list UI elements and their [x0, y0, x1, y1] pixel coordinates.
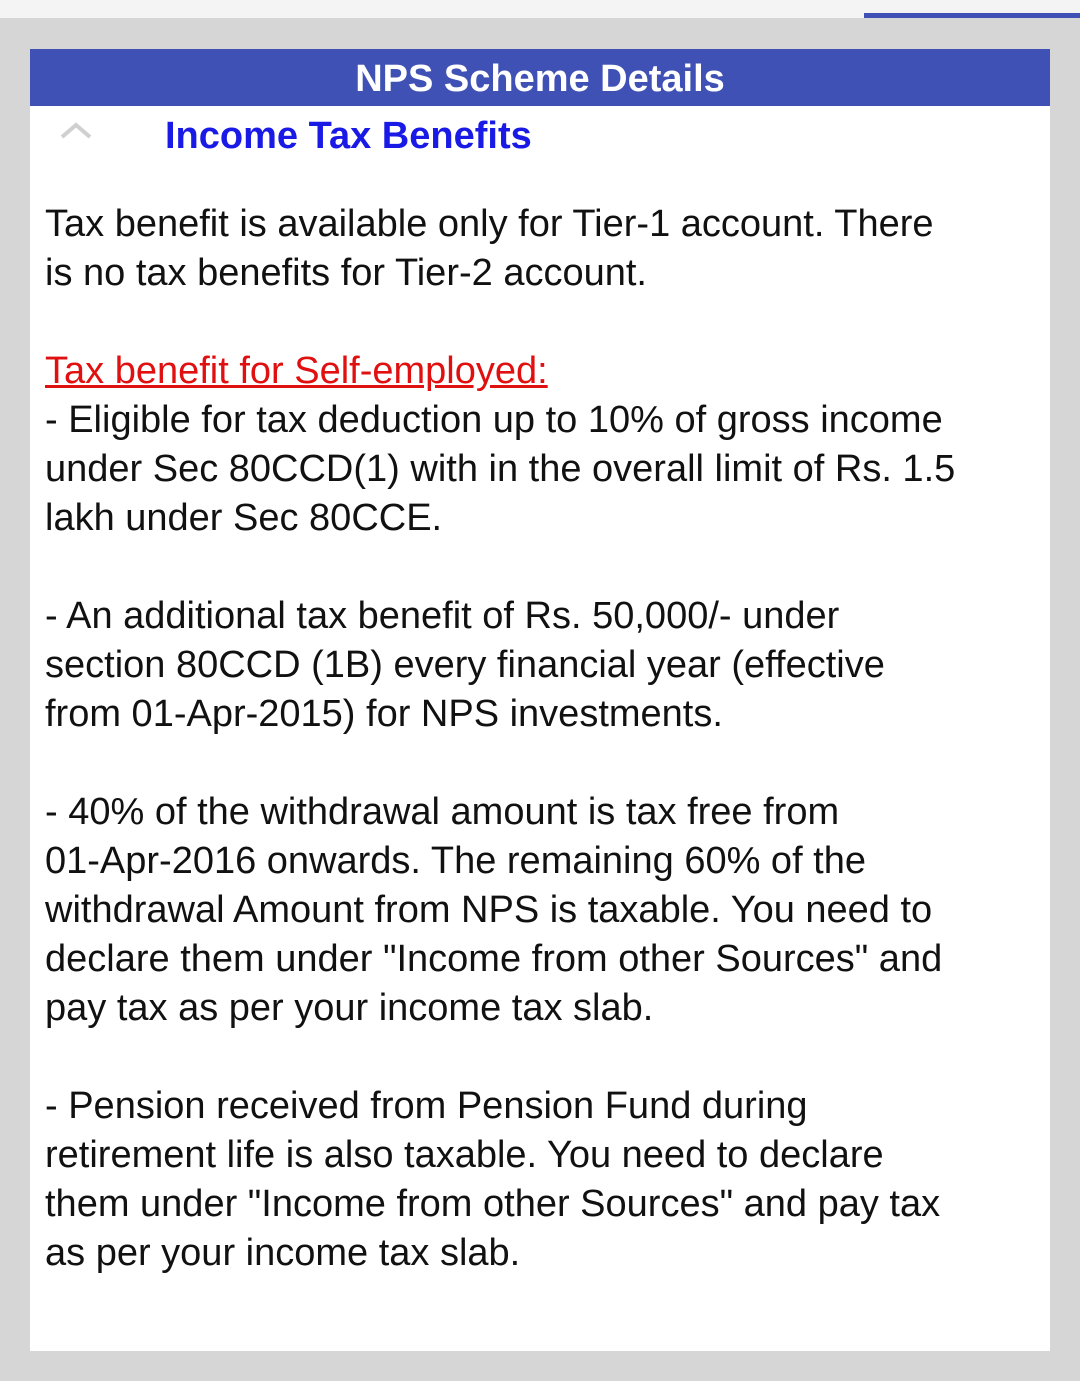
- benefit-point-3: - 40% of the withdrawal amount is tax free from 01-Apr-2016 onwards. The remaining 60% of the withdrawal Amount from NPS is taxable. You need to declare them under "Income from other Sources" and pay tax as per your income tax slab.: [45, 791, 943, 1029]
- self-employed-heading: Tax benefit for Self-employed:: [45, 350, 548, 392]
- tab-indicator: [864, 13, 1080, 18]
- self-employed-block: [45, 347, 1050, 543]
- section-header-income-tax[interactable]: [30, 106, 1050, 168]
- section-title: Income Tax Benefits: [165, 115, 532, 157]
- scheme-details-dialog: [30, 49, 1050, 1351]
- benefit-point-1: - Eligible for tax deduction up to 10% of gross income under Sec 80CCD(1) with in the overall limit of Rs. 1.5 lakh under Sec 80CCE.: [45, 399, 956, 539]
- benefit-point-2: - An additional tax benefit of Rs. 50,000/- under section 80CCD (1B) every financial year (effective from 01-Apr-2015) for NPS investments.: [45, 595, 885, 735]
- chevron-up-icon[interactable]: [59, 120, 93, 140]
- section-content: [30, 168, 1050, 1278]
- benefit-point-4: - Pension received from Pension Fund during retirement life is also taxable. You need to declare them under "Income from other Sources" and pay tax as per your income tax slab.: [45, 1085, 941, 1274]
- intro-paragraph: Tax benefit is available only for Tier-1 account. There is no tax benefits for Tier-2 account.: [45, 203, 934, 294]
- dialog-title: NPS Scheme Details: [30, 49, 1050, 106]
